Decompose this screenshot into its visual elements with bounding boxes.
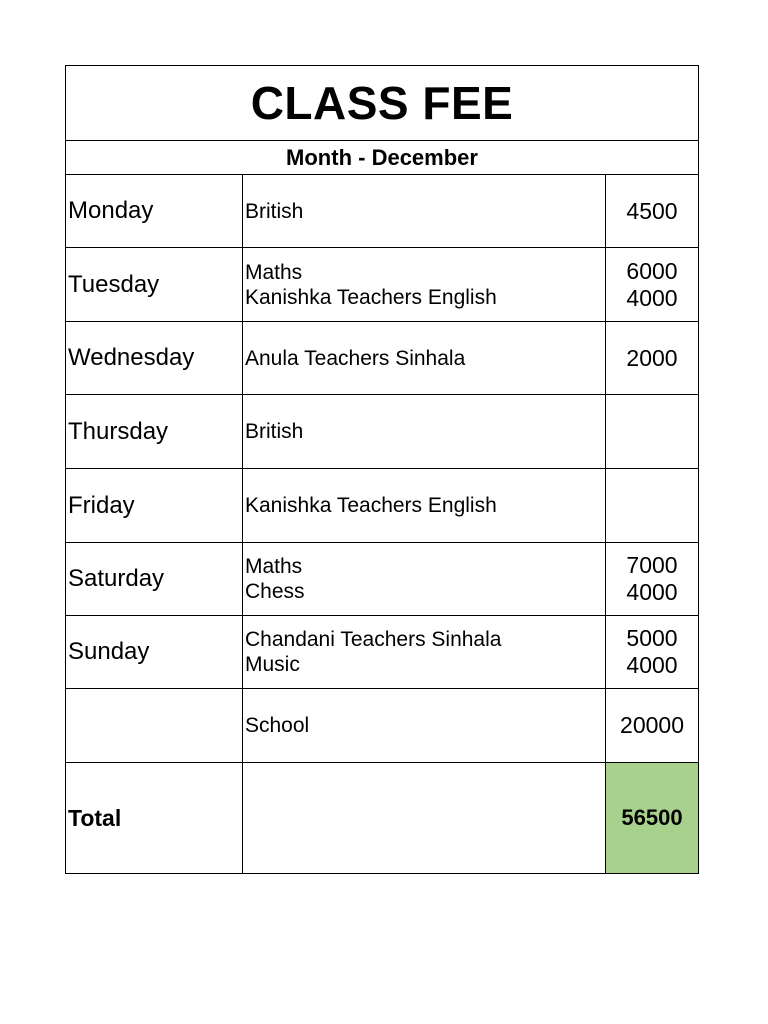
fee-cell xyxy=(606,175,699,248)
class-cell xyxy=(243,543,606,616)
class-cell xyxy=(243,175,606,248)
class-name: British xyxy=(245,199,304,223)
total-row xyxy=(66,763,699,874)
fee-amount: 7000 xyxy=(626,552,678,578)
table-row xyxy=(66,175,699,248)
class-name: Chandani Teachers Sinhala xyxy=(245,628,502,651)
fee-amount: 4000 xyxy=(626,579,678,605)
fee-amount: 2000 xyxy=(626,344,678,371)
fee-amount: 20000 xyxy=(620,712,684,738)
total-label: Total xyxy=(66,763,243,874)
fee-cell xyxy=(606,543,699,616)
table-row xyxy=(66,322,699,395)
month-label: Month - December xyxy=(66,141,699,175)
class-cell xyxy=(243,616,606,689)
class-cell xyxy=(243,395,606,469)
fee-amount: 6000 xyxy=(626,257,678,284)
class-name: Kanishka Teachers English xyxy=(245,494,497,517)
class-cell xyxy=(243,248,606,322)
fee-cell xyxy=(606,322,699,395)
class-name: Kanishka Teachers English xyxy=(245,285,497,309)
table-row xyxy=(66,689,699,763)
day-cell: Saturday xyxy=(66,543,243,616)
day-cell: Friday xyxy=(66,469,243,543)
class-name: Maths xyxy=(245,555,303,578)
class-cell xyxy=(243,322,606,395)
day-cell: Monday xyxy=(66,175,243,248)
total-value: 56500 xyxy=(606,763,699,874)
fee-amount: 4000 xyxy=(626,652,678,678)
total-empty-cell xyxy=(243,763,606,874)
day-cell: Sunday xyxy=(66,616,243,689)
class-cell xyxy=(243,469,606,543)
class-cell xyxy=(243,689,606,763)
day-cell xyxy=(66,689,243,763)
table-row xyxy=(66,248,699,322)
table-row xyxy=(66,616,699,689)
table-title: CLASS FEE xyxy=(66,66,699,141)
table-row xyxy=(66,395,699,469)
fee-cell xyxy=(606,689,699,763)
fee-amount: 4500 xyxy=(626,197,678,224)
class-name: School xyxy=(245,714,310,737)
class-name: Maths xyxy=(245,260,303,284)
fee-cell xyxy=(606,616,699,689)
class-name: British xyxy=(245,420,304,443)
fee-cell xyxy=(606,469,699,543)
day-cell: Tuesday xyxy=(66,248,243,322)
fee-amount: 4000 xyxy=(626,284,678,311)
class-name: Chess xyxy=(245,580,305,603)
fee-cell xyxy=(606,395,699,469)
class-name: Anula Teachers Sinhala xyxy=(245,346,466,370)
table-row xyxy=(66,469,699,543)
day-cell: Wednesday xyxy=(66,322,243,395)
fee-amount: 5000 xyxy=(626,625,678,651)
class-name: Music xyxy=(245,653,300,676)
table-row xyxy=(66,543,699,616)
day-cell: Thursday xyxy=(66,395,243,469)
class-fee-table xyxy=(65,65,699,874)
fee-cell xyxy=(606,248,699,322)
